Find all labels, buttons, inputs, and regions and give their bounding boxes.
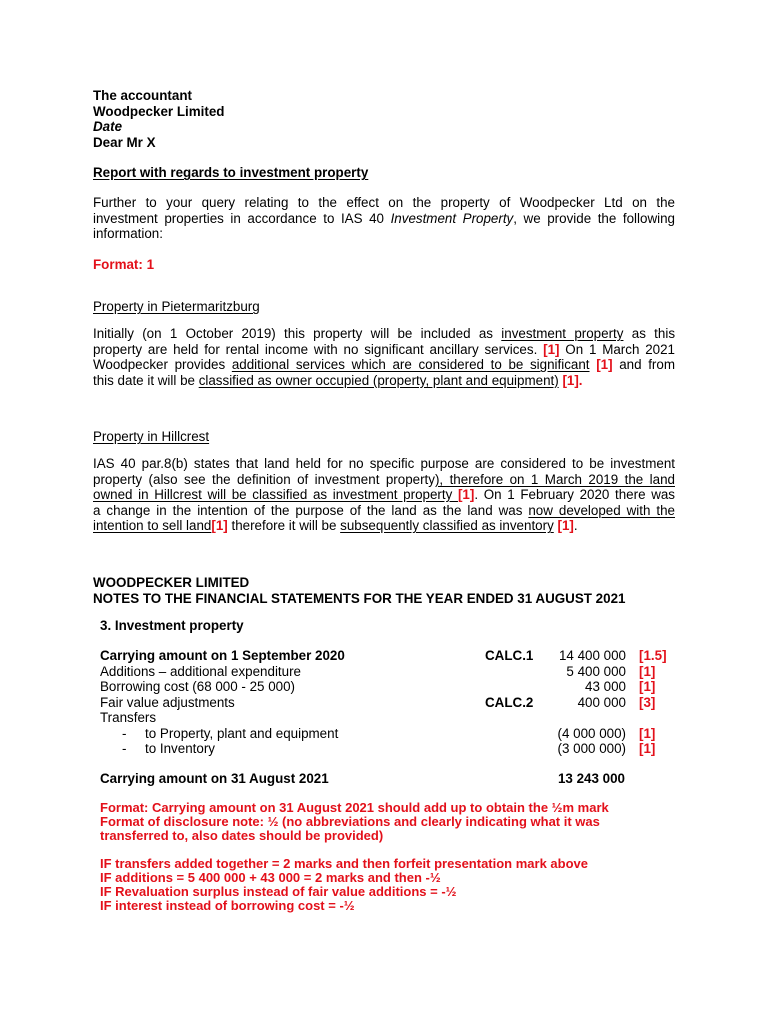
calc-reference: CALC.2: [485, 694, 534, 710]
note-row: [0, 695, 768, 711]
format-mark: Format: 1: [93, 257, 155, 272]
pmb-line: this date it will be classified as owner occupied (property, plant and equipment) [1].: [93, 372, 583, 388]
notes-heading: [93, 575, 693, 606]
note-row: [0, 664, 768, 680]
intro-paragraph: [93, 195, 675, 242]
row-label: Additions – additional expenditure: [100, 663, 302, 679]
mark-allocation: [1]: [639, 725, 656, 741]
guidance-line: IF interest instead of borrowing cost = -½: [100, 898, 355, 913]
pmb-line: Woodpecker provides additional services which are considered to be significant [1] and from: [93, 357, 675, 372]
transfer-amount: (4 000 000): [557, 725, 626, 741]
bullet-dash: -: [122, 725, 127, 741]
closing-label: Carrying amount on 31 August 2021: [100, 771, 329, 786]
mark-allocation: [1]: [639, 663, 656, 679]
mark-allocation: [1]: [639, 741, 656, 756]
guidance-line: transferred to, also dates should be provided): [100, 828, 384, 843]
hillcrest-line: a change in the intention of the purpose of the land as the land was now developed with the: [93, 502, 675, 518]
intro-line: information:: [93, 226, 163, 241]
report-subject: Report with regards to investment property: [93, 165, 369, 180]
hillcrest-line: IAS 40 par.8(b) states that land held for no specific purpose are considered to be investment: [93, 456, 675, 471]
pmb-line: Initially (on 1 October 2019) this property will be included as investment property as this: [93, 326, 676, 341]
hillcrest-line: property (also see the definition of investment property), therefore on 1 March 2019 the land: [93, 471, 675, 487]
note-row: [0, 648, 768, 664]
intro-line: Further to your query relating to the effect on the property of Woodpecker Ltd on the: [93, 195, 675, 210]
recipient-title: The accountant: [93, 88, 192, 103]
hillcrest-line: owned in Hillcrest will be classified as investment property [1]. On 1 February 2020 there was: [93, 487, 676, 502]
row-amount: 43 000: [585, 679, 626, 694]
letter-header: [93, 88, 675, 150]
transfer-row: [0, 741, 768, 757]
note-row: [0, 710, 768, 726]
transfer-label: to Property, plant and equipment: [145, 725, 339, 741]
salutation: Dear Mr X: [93, 134, 156, 150]
company-name: WOODPECKER LIMITED: [93, 575, 250, 590]
hillcrest-line: intention to sell land[1] therefore it will be subsequently classified as inventory [1].: [93, 518, 578, 533]
row-amount: 5 400 000: [566, 663, 626, 679]
row-label: Borrowing cost (68 000 - 25 000): [100, 679, 296, 694]
pmb-heading: Property in Pietermaritzburg: [93, 299, 260, 314]
guidance-line: Format: Carrying amount on 31 August 2021 should add up to obtain the ½m mark: [100, 800, 609, 815]
notes-title: NOTES TO THE FINANCIAL STATEMENTS FOR THE YEAR ENDED 31 AUGUST 2021: [93, 590, 626, 606]
note-row: [0, 679, 768, 695]
bullet-dash: -: [122, 741, 127, 756]
hillcrest-heading: Property in Hillcrest: [93, 429, 210, 444]
recipient-company: Woodpecker Limited: [93, 103, 225, 119]
closing-amount: 13 243 000: [557, 771, 625, 786]
guidance-line: IF transfers added together = 2 marks and then forfeit presentation mark above: [100, 856, 588, 871]
mark-allocation: [3]: [639, 694, 656, 710]
row-label: Transfers: [100, 710, 157, 725]
pmb-paragraph: [93, 326, 675, 388]
row-label: Fair value adjustments: [100, 694, 235, 710]
hillcrest-paragraph: [93, 456, 675, 534]
letter-date: Date: [93, 119, 123, 134]
calc-reference: CALC.1: [485, 648, 534, 663]
transfer-row: [0, 726, 768, 742]
transfer-amount: (3 000 000): [557, 741, 626, 756]
deduction-guidance: [100, 857, 620, 913]
guidance-line: IF additions = 5 400 000 + 43 000 = 2 marks and then -½: [100, 870, 441, 885]
section-title: 3. Investment property: [100, 618, 244, 633]
guidance-line: Format of disclosure note: ½ (no abbreviations and clearly indicating what it was: [100, 814, 600, 829]
closing-row: [0, 771, 768, 787]
transfer-label: to Inventory: [145, 741, 215, 756]
mark-allocation: [1.5]: [639, 648, 667, 663]
pmb-line: property are held for rental income with no significant ancillary services. [1] On 1 March 2021: [93, 341, 675, 357]
format-guidance: [100, 801, 620, 843]
guidance-line: IF Revaluation surplus instead of fair value additions = -½: [100, 884, 457, 899]
row-amount: 14 400 000: [558, 648, 626, 663]
row-label: Carrying amount on 1 September 2020: [100, 648, 345, 663]
row-amount: 400 000: [577, 694, 626, 710]
intro-line: investment properties in accordance to IAS 40 Investment Property, we provide the following: [93, 210, 675, 226]
mark-allocation: [1]: [639, 679, 656, 694]
